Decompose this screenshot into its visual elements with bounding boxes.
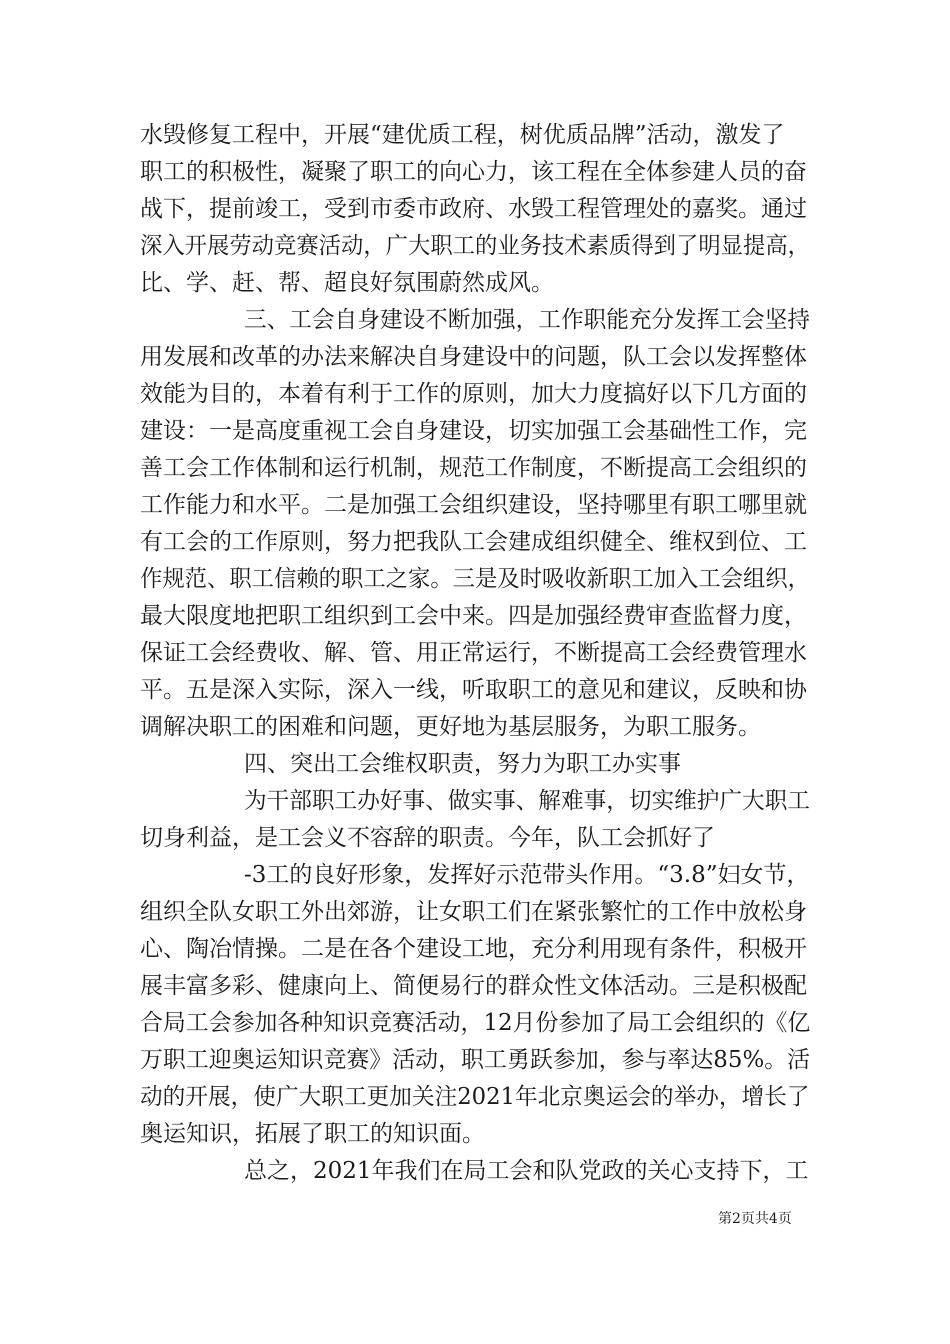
text-line-11: 工作能力和水平。二是加强工会组织建设，坚持哪里有职工哪里就 [140,492,807,518]
text-line-9: 建设：一是高度重视工会自身建设，切实加强工会基础性工作，完 [140,418,807,444]
text-line-28: 奥运知识，拓展了职工的知识面。 [140,1121,485,1147]
text-line-15: 保证工会经费收、解、管、用正常运行，不断提高工会经费管理水 [140,640,807,666]
text-line-12: 有工会的工作原则，努力把我队工会建成组织健全、维权到位、工 [140,529,807,555]
text-line-25: 合局工会参加各种知识竞赛活动，12月份参加了局工会组织的《亿 [140,1010,811,1036]
text-line-20: 切身利益，是工会义不容辞的职责。今年，队工会抓好了 [140,825,715,851]
page-number-footer: 第2页共4页 [718,1211,792,1227]
text-line-24: 展丰富多彩、健康向上、简便易行的群众性文体活动。三是积极配 [140,973,807,999]
text-line-16: 平。五是深入实际，深入一线，听取职工的意见和建议，反映和协 [140,677,807,703]
text-line-23: 心、陶冶情操。二是在各个建设工地，充分利用现有条件，积极开 [140,936,807,962]
text-line-14: 最大限度地把职工组织到工会中来。四是加强经费审查监督力度， [140,603,807,629]
text-line-8: 效能为目的，本着有利于工作的原则，加大力度搞好以下几方面的 [140,381,807,407]
text-line-27: 动的开展，使广大职工更加关注2021年北京奥运会的举办，增长了 [140,1084,810,1110]
text-line-21: -3工的良好形象，发挥好示范带头作用。“3.8”妇女节， [244,862,810,888]
text-line-2: 职工的积极性，凝聚了职工的向心力，该工程在全体参建人员的奋 [140,159,807,185]
text-line-26: 万职工迎奥运知识竞赛》活动，职工勇跃参加，参与率达85%。活 [140,1047,811,1073]
text-line-1: 水毁修复工程中，开展“建优质工程，树优质品牌”活动，激发了 [140,122,785,148]
text-line-19: 为干部职工办好事、做实事、解难事，切实维护广大职工 [244,788,810,814]
text-line-7: 用发展和改革的办法来解决自身建设中的问题，队工会以发挥整体 [140,344,807,370]
text-line-29: 总之，2021年我们在局工会和队党政的关心支持下，工 [244,1158,809,1184]
text-line-17: 调解决职工的困难和问题，更好地为基层服务，为职工服务。 [140,714,761,740]
text-line-4: 深入开展劳动竞赛活动，广大职工的业务技术素质得到了明显提高， [140,233,810,259]
text-line-5: 比、学、赶、帮、超良好氛围蔚然成风。 [140,270,554,296]
text-line-3: 战下，提前竣工，受到市委市政府、水毁工程管理处的嘉奖。通过 [140,196,807,222]
text-line-22: 组织全队女职工外出郊游，让女职工们在紧张繁忙的工作中放松身 [140,899,807,925]
section-heading-3: 三、工会自身建设不断加强，工作职能充分发挥工会坚持 [244,307,810,333]
text-line-13: 作规范、职工信赖的职工之家。三是及时吸收新职工加入工会组织， [140,566,810,592]
text-line-10: 善工会工作体制和运行机制，规范工作制度，不断提高工会组织的 [140,455,807,481]
section-heading-4: 四、突出工会维权职责，努力为职工办实事 [244,751,681,777]
